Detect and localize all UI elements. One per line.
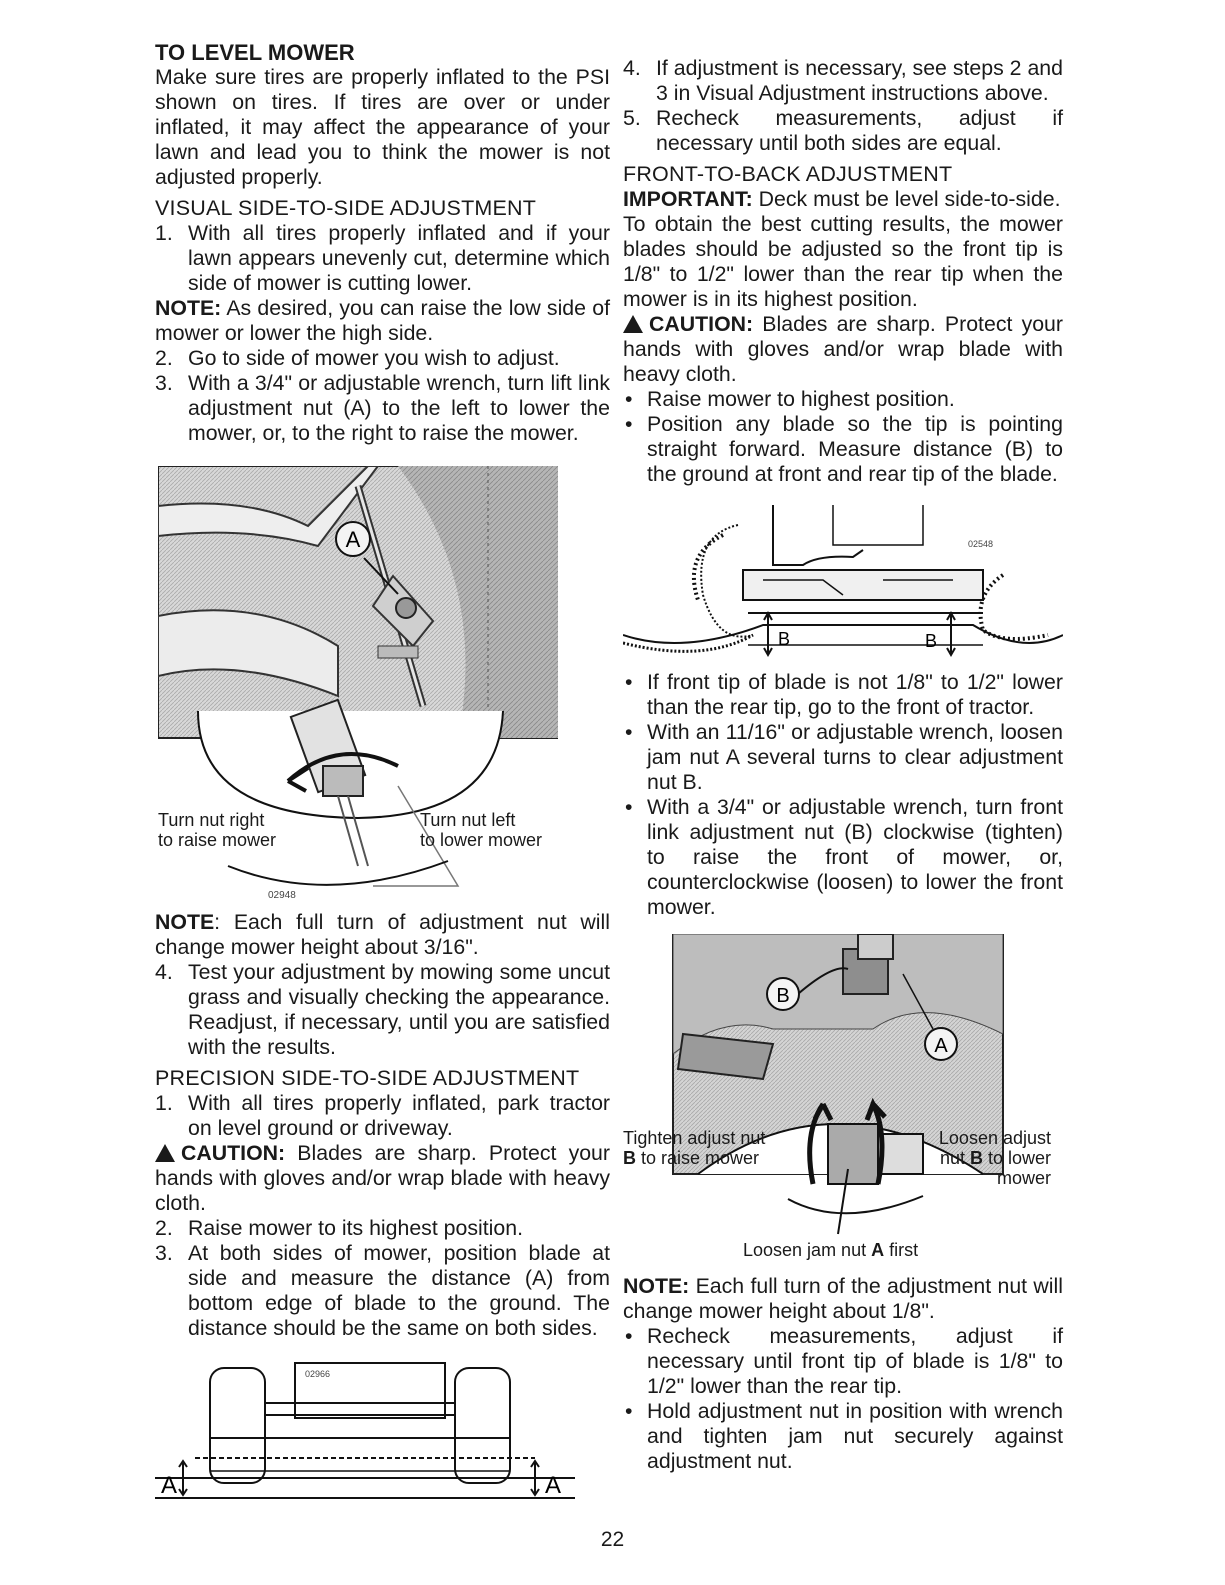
intro-paragraph: Make sure tires are properly inflated to the PSI shown on tires. If tires are over or under inflated, it may affect the appearance of your lawn and lead you to think the mower is not adjusted properly.: [155, 65, 610, 189]
caption-turn-left: Turn nut left to lower mower: [420, 810, 543, 850]
figure-code: 02948: [268, 890, 296, 901]
note-paragraph: NOTE: Each full turn of adjustment nut will change mower height about 3/16".: [155, 910, 610, 959]
list-item: 5. Recheck measurements, adjust if necessary until both sides are equal.: [623, 106, 1063, 155]
caution-paragraph: CAUTION: Blades are sharp. Protect your hands with gloves and/or wrap blade with heavy cloth.: [155, 1141, 610, 1215]
figure-code: 02966: [305, 1369, 331, 1379]
label-b: B: [925, 631, 938, 651]
lift-link-figure: [158, 466, 610, 906]
list-item: 4. If adjustment is necessary, see steps 2 and 3 in Visual Adjustment instructions above.: [623, 56, 1063, 105]
left-column: [155, 40, 610, 1503]
list-item: • Recheck measurements, adjust if necessary until front tip of blade is 1/8" to 1/2" lower than the rear tip.: [625, 1324, 1063, 1398]
list-item: • With a 3/4" or adjustable wrench, turn front link adjustment nut (B) clockwise (tighten) to raise the front of mower, or, counterclockwise (loosen) to lower the front mower.: [625, 795, 1063, 919]
list-item: 1. With all tires properly inflated and if your lawn appears unevenly cut, determine which side of mower is cutting lower.: [155, 221, 610, 295]
section-title: TO LEVEL MOWER: [155, 40, 355, 65]
right-column: [623, 56, 1063, 1474]
list-item: 4. Test your adjustment by mowing some uncut grass and visually checking the appearance. Readjust, if necessary, until you are satisfied with the results.: [155, 960, 610, 1059]
blade-tip-figure: [623, 495, 1063, 670]
caption-jam-nut: Loosen jam nut A first: [743, 1240, 919, 1260]
blade-height-illustration: [155, 1353, 575, 1503]
warning-icon: [623, 315, 643, 333]
front-back-intro: To obtain the best cutting results, the mower blades should be adjusted so the front tip is 1/8" to 1/2" lower than the rear tip when the mower is in its highest position.: [623, 212, 1063, 311]
label-a: A: [934, 1035, 948, 1057]
label-a: A: [545, 1472, 562, 1499]
list-item: 3. At both sides of mower, position blade at side and measure the distance (A) from bottom edge of blade to the ground. The distance should be the same on both sides.: [155, 1241, 610, 1340]
note-paragraph: NOTE: Each full turn of the adjustment nut will change mower height about 1/8".: [623, 1274, 1063, 1323]
list-item: 2. Raise mower to its highest position.: [155, 1216, 523, 1240]
list-item: • Raise mower to highest position.: [625, 387, 955, 411]
caption-tighten: Tighten adjust nut B to raise mower: [623, 1128, 766, 1168]
blade-tip-illustration: [623, 495, 1063, 670]
jam-nut-illustration: [623, 934, 1063, 1274]
important-paragraph: IMPORTANT: Deck must be level side-to-side.: [623, 187, 1061, 211]
jam-nut-figure: [623, 934, 1063, 1274]
note-paragraph: NOTE: As desired, you can raise the low side of mower or lower the high side.: [155, 296, 610, 345]
page-number: 22: [600, 1528, 625, 1551]
list-item: • If front tip of blade is not 1/8" to 1/2" lower than the rear tip, go to the front of tractor.: [625, 670, 1063, 719]
caption-loosen: Loosen adjust nut B to lower mower: [938, 1128, 1051, 1188]
visual-heading: VISUAL SIDE-TO-SIDE ADJUSTMENT: [155, 196, 537, 220]
front-back-heading: FRONT-TO-BACK ADJUSTMENT: [623, 162, 953, 186]
label-b: B: [778, 629, 791, 649]
list-item: • Position any blade so the tip is pointing straight forward. Measure distance (B) to the ground at front and rear tip of the blade.: [625, 412, 1063, 486]
list-item: 1. With all tires properly inflated, park tractor on level ground or driveway.: [155, 1091, 610, 1140]
list-item: 3. With a 3/4" or adjustable wrench, turn lift link adjustment nut (A) to the left to lower the mower, or, to the right to raise the mower.: [155, 371, 610, 445]
warning-icon: [155, 1144, 175, 1162]
figure-code: 02548: [968, 539, 994, 549]
list-item: 2. Go to side of mower you wish to adjust.: [155, 346, 560, 370]
caution-paragraph: CAUTION: Blades are sharp. Protect your hands with gloves and/or wrap blade with heavy cloth.: [623, 312, 1063, 386]
blade-height-figure: [155, 1353, 610, 1503]
list-item: • Hold adjustment nut in position with wrench and tighten jam nut securely against adjustment nut.: [625, 1399, 1063, 1473]
label-a: A: [161, 1472, 178, 1499]
list-item: • With an 11/16" or adjustable wrench, loosen jam nut A several turns to clear adjustment nut B.: [625, 720, 1063, 794]
label-b: B: [776, 985, 790, 1007]
label-a: A: [345, 527, 361, 552]
caption-turn-right: Turn nut right to raise mower: [158, 810, 277, 850]
precision-heading: PRECISION SIDE-TO-SIDE ADJUSTMENT: [155, 1066, 580, 1090]
